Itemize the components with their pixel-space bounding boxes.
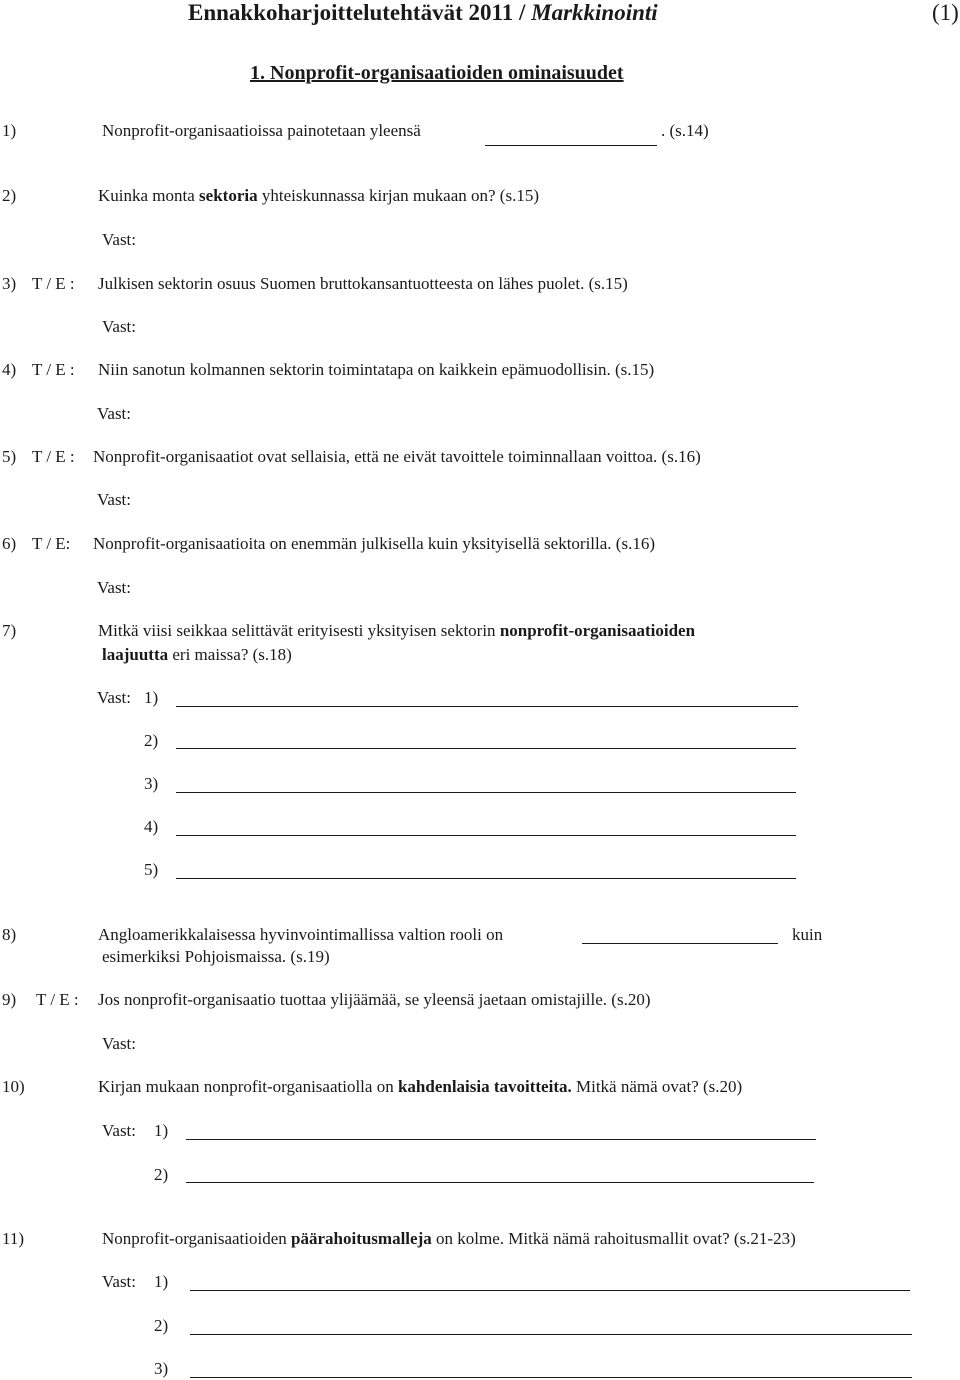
answer-number: 2) bbox=[154, 1165, 169, 1184]
answer-number: 2) bbox=[154, 1316, 169, 1335]
answer-line[interactable] bbox=[176, 792, 796, 793]
answer-number: 1) bbox=[154, 1272, 169, 1291]
answer-number: 3) bbox=[154, 1359, 169, 1378]
true-false-tag: T / E : bbox=[32, 274, 75, 293]
section-heading: 1. Nonprofit-organisaatioiden ominaisuudet bbox=[250, 62, 624, 84]
question-number: 6) bbox=[2, 534, 17, 553]
page-title-italic: Markkinointi bbox=[531, 0, 658, 25]
answer-label: Vast: bbox=[97, 688, 131, 707]
question-number: 8) bbox=[2, 925, 17, 944]
answer-line[interactable] bbox=[176, 706, 798, 707]
question-text: Niin sanotun kolmannen sektorin toimintatapa on kaikkein epämuodollisin. (s.15) bbox=[98, 360, 655, 379]
question-text: Julkisen sektorin osuus Suomen bruttokansantuotteesta on lähes puolet. (s.15) bbox=[98, 274, 628, 293]
answer-line[interactable] bbox=[190, 1334, 912, 1335]
answer-line[interactable] bbox=[186, 1182, 814, 1183]
question-text-end: . (s.14) bbox=[661, 121, 709, 140]
question-text: Kirjan mukaan nonprofit-organisaatiolla on kahdenlaisia tavoitteita. Mitkä nämä ovat? (s.20) bbox=[98, 1077, 743, 1096]
answer-line[interactable] bbox=[190, 1377, 912, 1378]
answer-line[interactable] bbox=[176, 835, 796, 836]
question-number: 1) bbox=[2, 121, 17, 140]
true-false-tag: T / E : bbox=[32, 447, 75, 466]
question-text: Kuinka monta sektoria yhteiskunnassa kirjan mukaan on? (s.15) bbox=[98, 186, 539, 205]
question-text: Angloamerikkalaisessa hyvinvointimallissa valtion rooli on bbox=[98, 925, 504, 944]
question-text-end: kuin bbox=[792, 925, 823, 944]
answer-blank[interactable] bbox=[485, 145, 657, 146]
question-number: 2) bbox=[2, 186, 17, 205]
question-number: 3) bbox=[2, 274, 17, 293]
question-text-line2: laajuutta eri maissa? (s.18) bbox=[102, 645, 292, 664]
true-false-tag: T / E : bbox=[36, 990, 79, 1009]
answer-blank[interactable] bbox=[582, 943, 778, 944]
emphasis: päärahoitusmalleja bbox=[291, 1229, 432, 1248]
question-text: Nonprofit-organisaatiot ovat sellaisia, että ne eivät tavoittele toiminnallaan voittoa. (s.16) bbox=[93, 447, 701, 466]
question-number: 9) bbox=[2, 990, 17, 1009]
answer-number: 1) bbox=[144, 688, 159, 707]
answer-label: Vast: bbox=[102, 1121, 136, 1140]
question-text: Nonprofit-organisaatioissa painotetaan yleensä bbox=[102, 121, 421, 140]
answer-line[interactable] bbox=[190, 1290, 910, 1291]
answer-number: 4) bbox=[144, 817, 159, 836]
page-title-main: Ennakkoharjoittelutehtävät 2011 / bbox=[188, 0, 532, 25]
answer-label: Vast: bbox=[97, 578, 131, 597]
answer-label: Vast: bbox=[97, 404, 131, 423]
question-number: 10) bbox=[2, 1077, 25, 1096]
question-text: Jos nonprofit-organisaatio tuottaa ylijäämää, se yleensä jaetaan omistajille. (s.20) bbox=[98, 990, 651, 1009]
question-number: 11) bbox=[2, 1229, 25, 1248]
true-false-tag: T / E: bbox=[32, 534, 71, 553]
answer-label: Vast: bbox=[97, 490, 131, 509]
emphasis: nonprofit-organisaatioiden bbox=[499, 621, 696, 640]
answer-line[interactable] bbox=[186, 1139, 816, 1140]
question-text: Mitkä viisi seikkaa selittävät erityisesti yksityisen sektorin nonprofit-organisaatioiden bbox=[98, 621, 696, 640]
question-text: Nonprofit-organisaatioita on enemmän julkisella kuin yksityisellä sektorilla. (s.16) bbox=[93, 534, 655, 553]
answer-label: Vast: bbox=[102, 230, 136, 249]
answer-number: 1) bbox=[154, 1121, 169, 1140]
question-number: 4) bbox=[2, 360, 17, 379]
question-text-line2: esimerkiksi Pohjoismaissa. (s.19) bbox=[102, 947, 330, 966]
answer-line[interactable] bbox=[176, 748, 796, 749]
answer-line[interactable] bbox=[176, 878, 796, 879]
question-number: 5) bbox=[2, 447, 17, 466]
answer-number: 3) bbox=[144, 774, 159, 793]
answer-label: Vast: bbox=[102, 317, 136, 336]
true-false-tag: T / E : bbox=[32, 360, 75, 379]
emphasis: kahdenlaisia tavoitteita. bbox=[397, 1077, 572, 1096]
page-number: (1) bbox=[932, 0, 959, 25]
question-number: 7) bbox=[2, 621, 17, 640]
emphasis: sektoria bbox=[199, 186, 258, 205]
page-title bbox=[188, 0, 658, 26]
question-text: Nonprofit-organisaatioiden päärahoitusmalleja on kolme. Mitkä nämä rahoitusmallit ovat? (s.21-23) bbox=[102, 1229, 796, 1248]
emphasis: laajuutta bbox=[102, 645, 169, 664]
answer-number: 2) bbox=[144, 731, 159, 750]
answer-label: Vast: bbox=[102, 1034, 136, 1053]
answer-number: 5) bbox=[144, 860, 159, 879]
answer-label: Vast: bbox=[102, 1272, 136, 1291]
